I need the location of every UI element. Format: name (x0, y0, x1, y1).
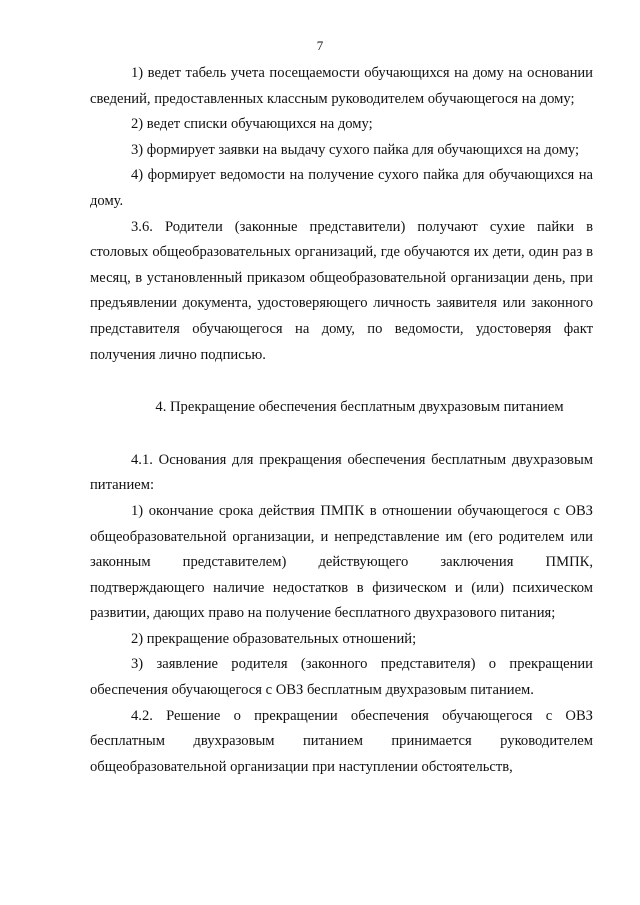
paragraph-item-3-requests: 3) формирует заявки на выдачу сухого пайка для обучающихся на дому; (131, 141, 580, 158)
paragraph-4-1-item-3: 3) заявление родителя (законного представителя) о прекращении обеспечения обучающегося с ОВЗ бесплатным двухразовым питанием. (90, 656, 593, 699)
paragraph-4-2: 4.2. Решение о прекращении обеспечения обучающегося с ОВЗ бесплатным двухразовым питанием принимается руководителем общеобразовательной организации при наступлении обстоятельств, (90, 707, 593, 775)
paragraph-4-1: 4.1. Основания для прекращения обеспечения бесплатным двухразовым питанием: (90, 451, 593, 494)
page-number: 7 (316, 38, 324, 53)
paragraph-4-1-item-1: 1) окончание срока действия ПМПК в отношении обучающегося с ОВЗ общеобразовательной организации, и непредставление им (его родителем или законным представителем) действующего заключения ПМПК, подтверждающего наличие недостатков в физическом и (или) психическом развитии, дающих право на получение бесплатного двухразового питания; (90, 502, 593, 622)
paragraph-4-1-item-2: 2) прекращение образовательных отношений; (131, 630, 417, 647)
spacer (90, 421, 593, 448)
paragraph-3-6: 3.6. Родители (законные представители) получают сухие пайки в столовых общеобразовательных организаций, где обучаются их дети, один раз в месяц, в установленный приказом общеобразовательной организации день, при предъявлении документа, удостоверяющего личность заявителя или законного представителя обучающегося на дому, по ведомости, удостоверяя факт получения лично подписью. (90, 218, 593, 363)
paragraph-item-4-statements: 4) формирует ведомости на получение сухого пайка для обучающихся на дому. (90, 167, 593, 209)
section-heading: 4. Прекращение обеспечения бесплатным двухразовым питанием (155, 399, 564, 416)
spacer (90, 368, 593, 395)
paragraph-item-2-lists: 2) ведет списки обучающихся на дому; (131, 116, 373, 133)
document-body (90, 61, 593, 780)
paragraph-item-1-attendance: 1) ведет табель учета посещаемости обучающихся на дому на основании сведений, предоставленных классным руководителем обучающегося на дому; (90, 65, 593, 107)
